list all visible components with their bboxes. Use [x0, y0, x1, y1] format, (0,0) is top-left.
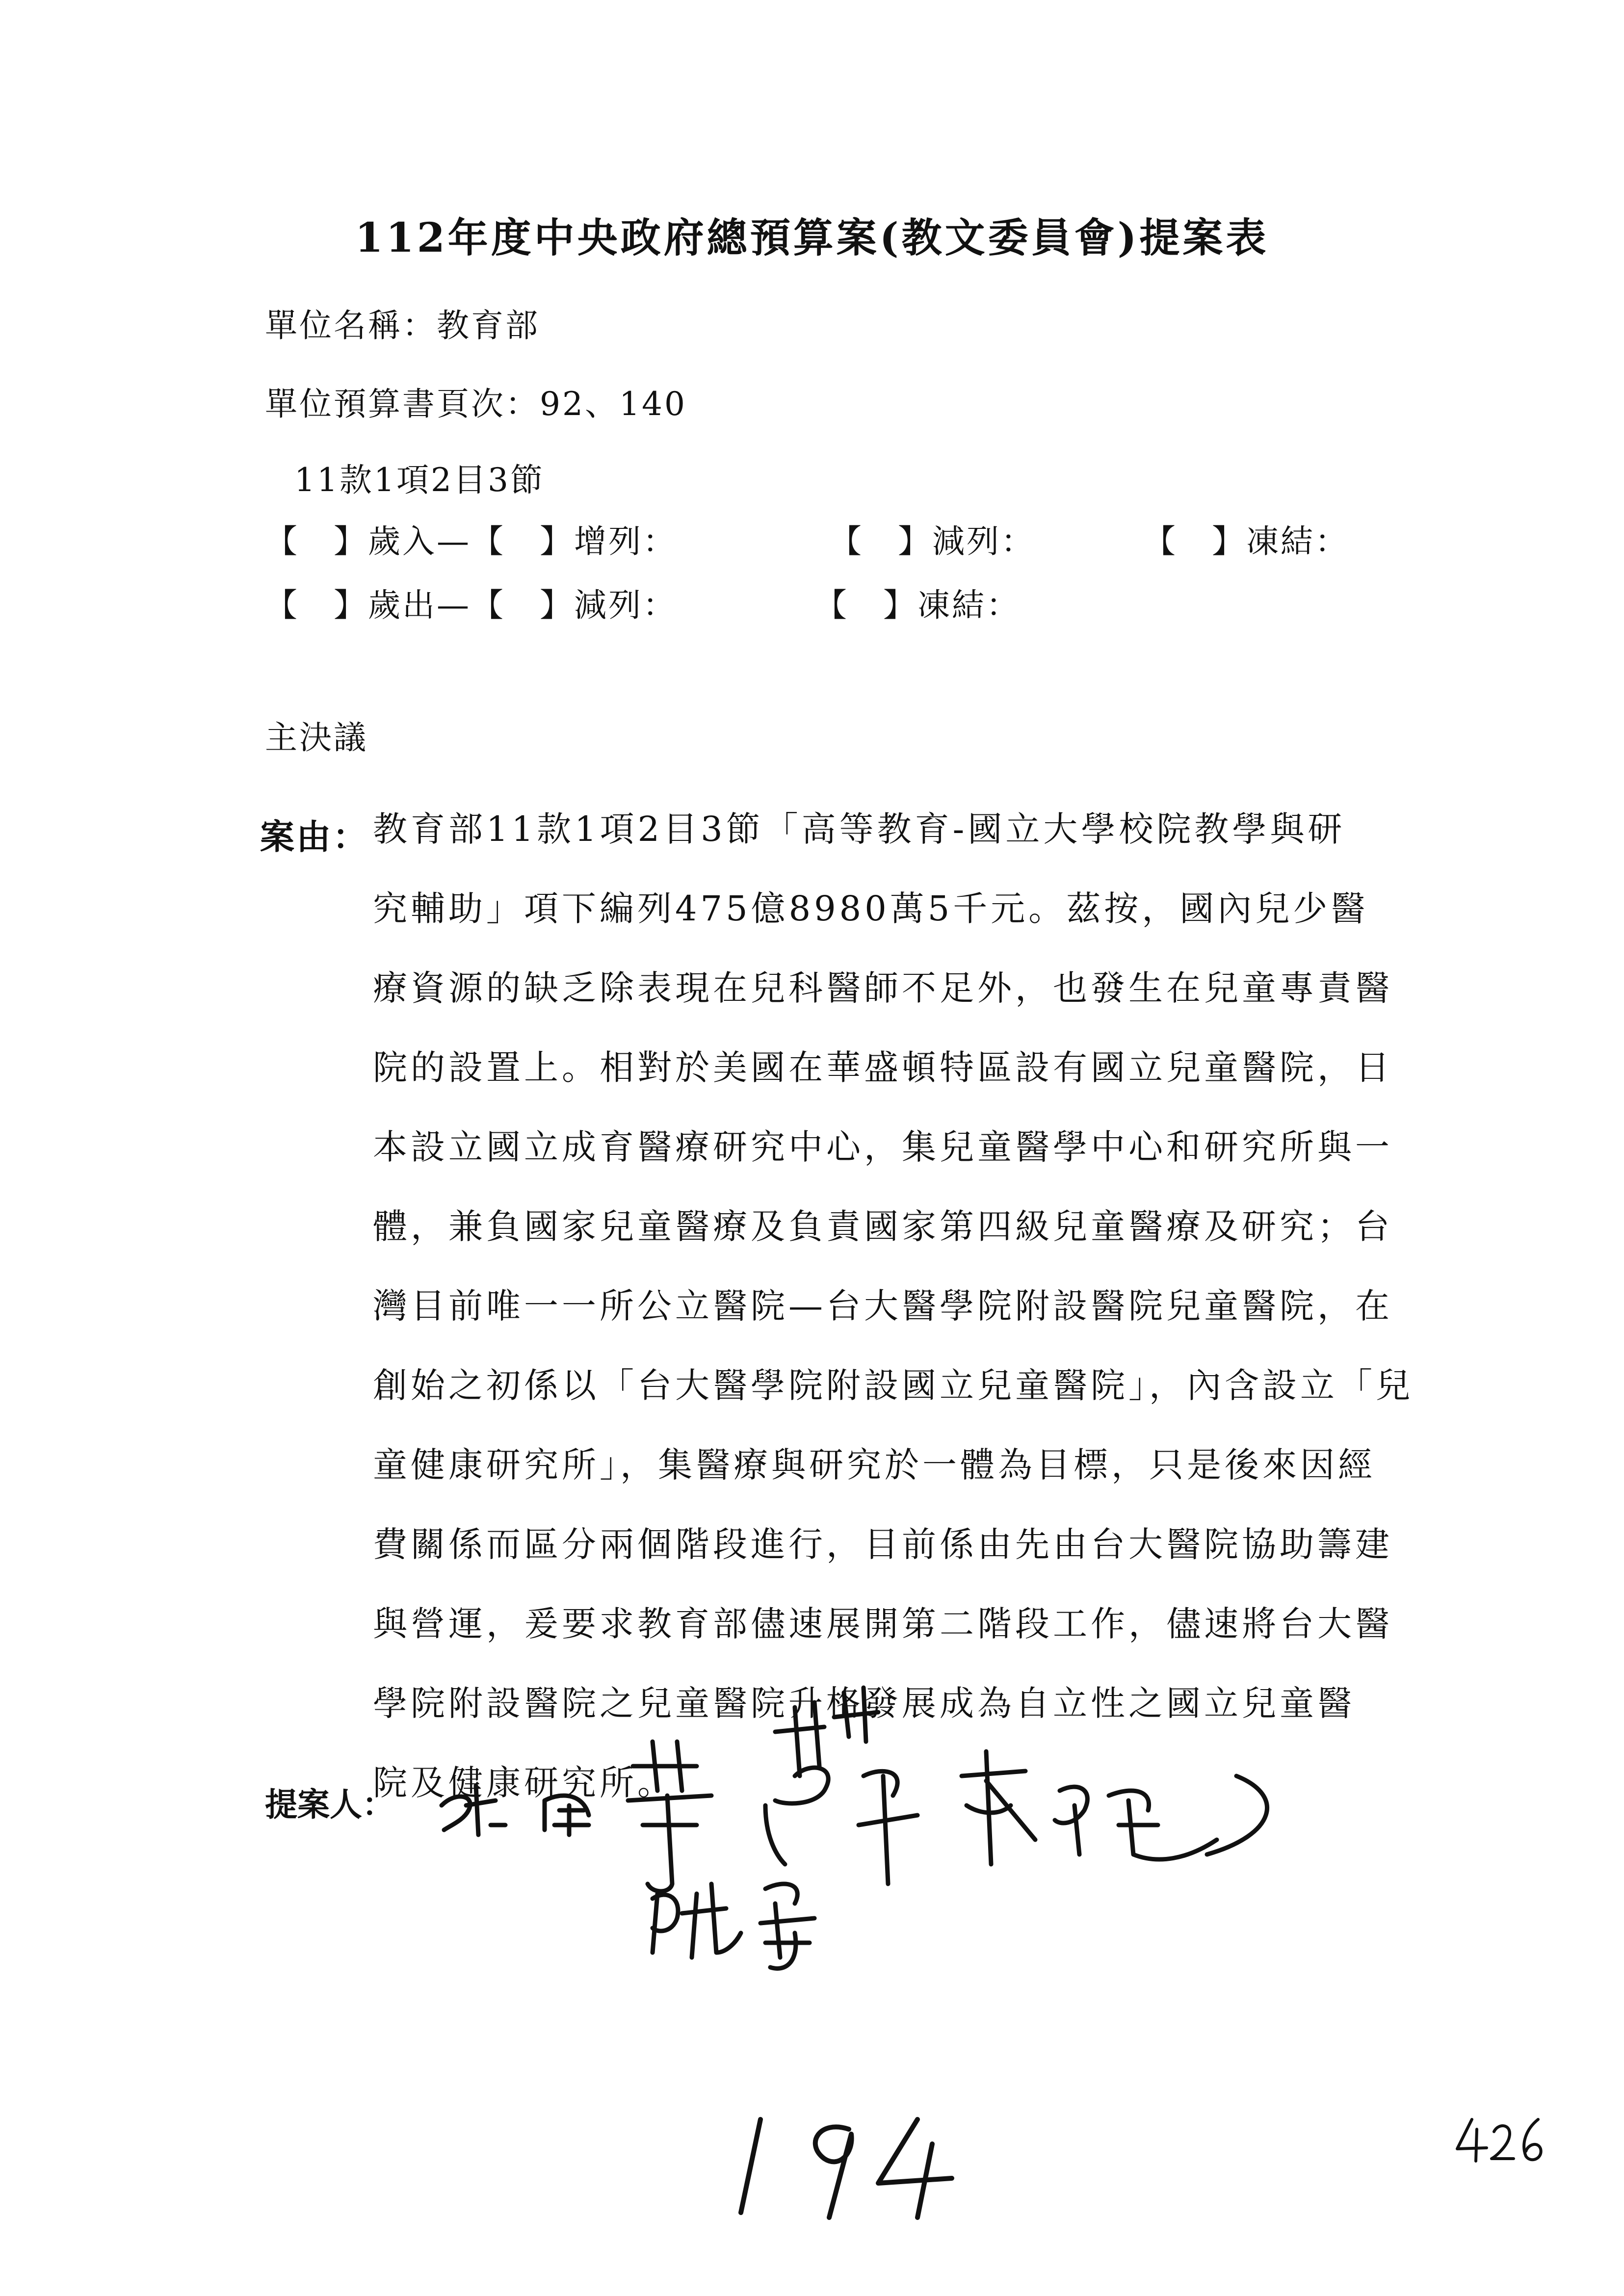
case-line: 與營運，爰要求教育部儘速展開第二階段工作，儘速將台大醫 [373, 1604, 1393, 1644]
revenue-freeze-field: 【 】凍結： [1143, 522, 1349, 560]
handwritten-signatures [422, 1678, 1354, 1982]
expenditure-decrease-field: 【 】歲出—【 】減列： [265, 586, 677, 624]
case-line: 體，兼負國家兒童醫療及負責國家第四級兒童醫療及研究；台 [373, 1206, 1393, 1247]
main-resolution-heading: 主決議 [265, 719, 368, 757]
unit-name: 單位名稱：教育部 [265, 307, 540, 344]
case-line: 灣目前唯一一所公立醫院—台大醫學院附設醫院兒童醫院，在 [373, 1286, 1393, 1326]
corner-page-number [1452, 2110, 1550, 2168]
expenditure-freeze-field: 【 】凍結： [814, 586, 1021, 624]
case-label: 案由： [260, 816, 369, 857]
case-line: 學院附設醫院之兒童醫院升格發展成為自立性之國立兒童醫 [373, 1683, 1355, 1723]
proposer-label: 提案人： [265, 1785, 394, 1824]
revenue-increase-field: 【 】歲入—【 】增列： [265, 522, 677, 560]
case-line: 童健康研究所」，集醫療與研究於一體為目標，只是後來因經 [373, 1445, 1376, 1485]
case-line: 教育部11款1項2目3節「高等教育-國立大學校院教學與研 [373, 809, 1346, 849]
revenue-decrease-field: 【 】減列： [829, 522, 1035, 560]
form-title: 112年度中央政府總預算案(教文委員會)提案表 [355, 214, 1269, 261]
handwritten-page-number [731, 2100, 967, 2227]
case-line: 費關係而區分兩個階段進行，目前係由先由台大醫院協助籌建 [373, 1524, 1393, 1565]
case-line: 療資源的缺乏除表現在兒科醫師不足外，也發生在兒童專責醫 [373, 968, 1393, 1008]
case-line: 院及健康研究所。 [373, 1763, 675, 1803]
section-reference: 11款1項2目3節 [294, 461, 545, 499]
case-line: 本設立國立成育醫療研究中心，集兒童醫學中心和研究所與一 [373, 1127, 1393, 1167]
case-line: 院的設置上。相對於美國在華盛頓特區設有國立兒童醫院，日 [373, 1047, 1393, 1088]
case-line: 創始之初係以「台大醫學院附設國立兒童醫院」，內含設立「兒 [373, 1365, 1414, 1406]
budget-pages: 單位預算書頁次：92、140 [265, 385, 687, 423]
case-line: 究輔助」項下編列475億8980萬5千元。茲按，國內兒少醫 [373, 888, 1369, 929]
